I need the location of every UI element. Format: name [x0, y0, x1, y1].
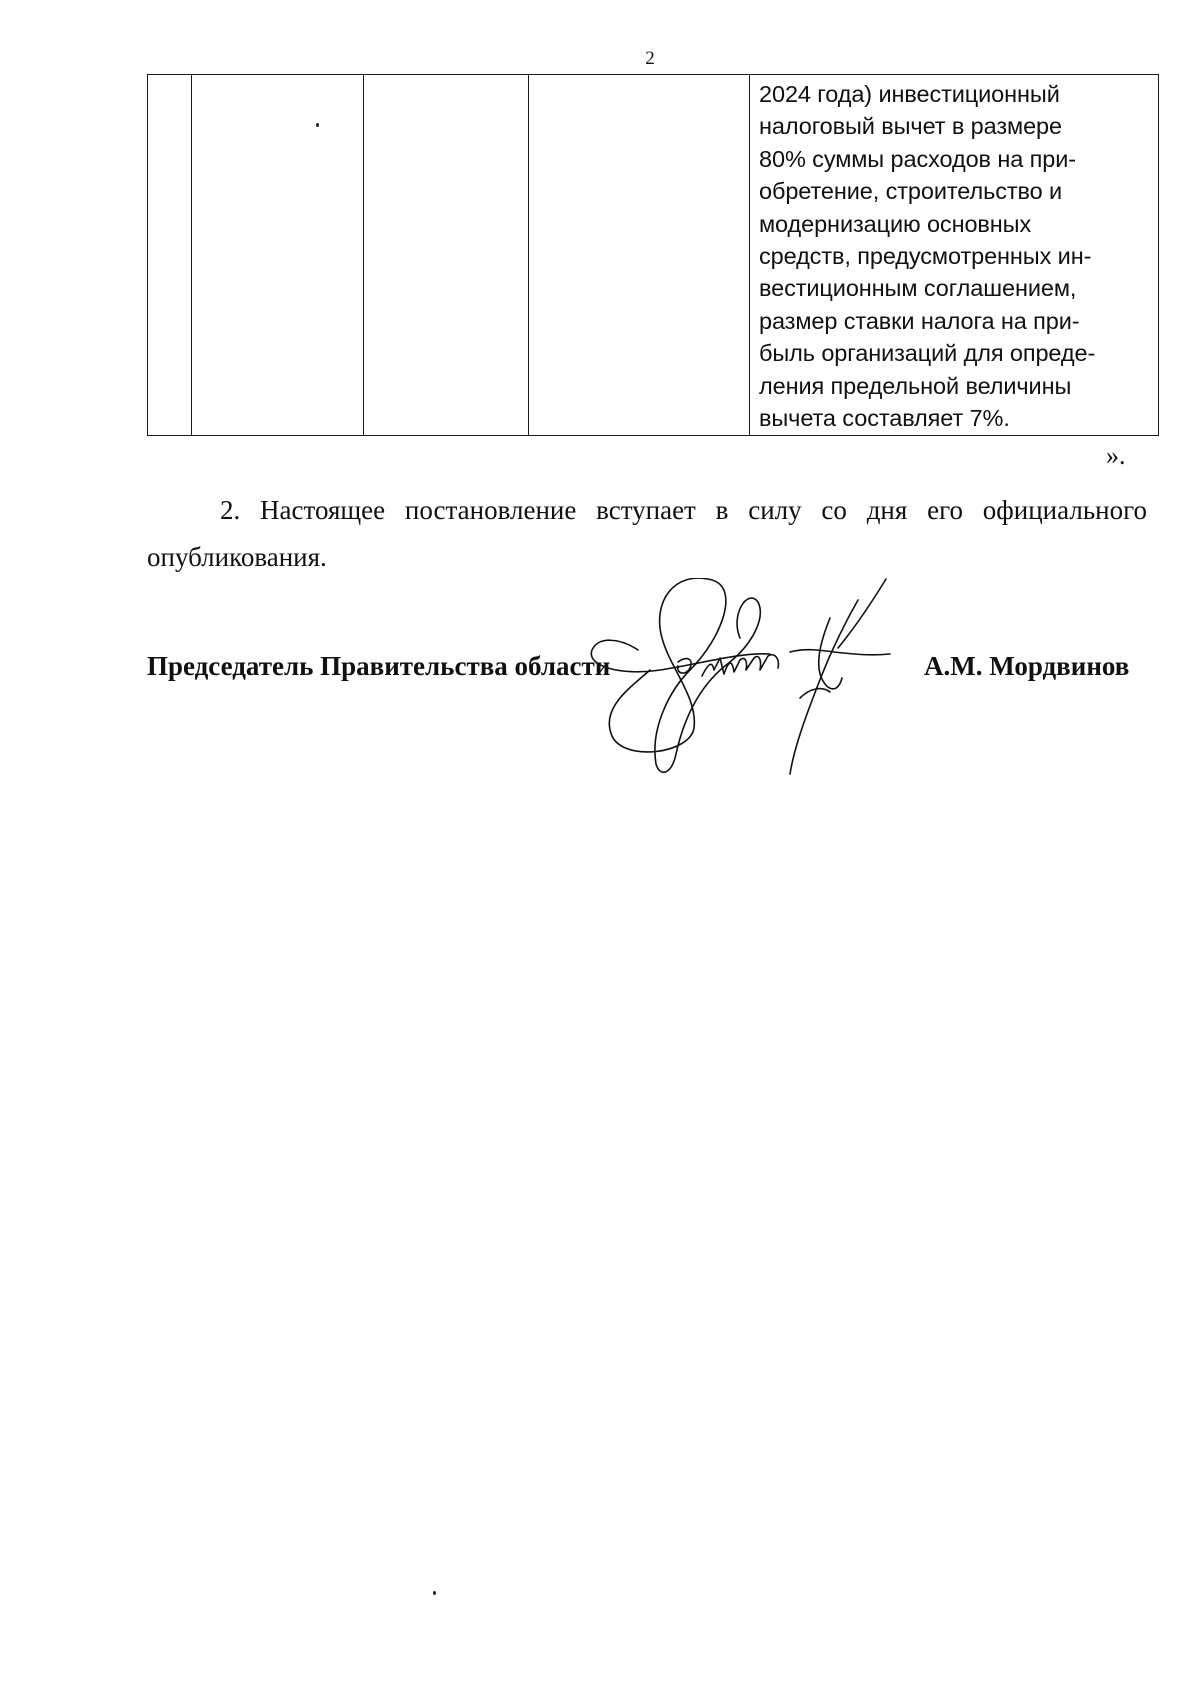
table-cell-column-4 [529, 75, 750, 436]
scan-speck-bottom [433, 1591, 436, 1595]
table-cell-number [148, 75, 192, 436]
table-row [148, 75, 1159, 436]
table-cell-description-text: 2024 года) инвестиционный налоговый вычет в размере 80% суммы расходов на при- обретение, строительство и модернизацию основных средств, предусмотренных ин- вестиционным соглашением, размер ставки налога на при- быль организаций для опреде- ления предельной величины вычета составляет 7%. [759, 81, 1096, 432]
signatory-position-title: Председатель Правительства области [147, 651, 611, 681]
table-cell-description [750, 75, 1159, 436]
continuation-table [147, 74, 1159, 436]
table-cell-column-2 [192, 75, 364, 436]
table-cell-column-3 [364, 75, 529, 436]
signer-name: А.М. Мордвинов [924, 651, 1130, 681]
handwritten-signature [590, 578, 960, 778]
page-number: 2 [645, 48, 655, 69]
scan-speck [316, 123, 319, 127]
closing-quote: ». [1106, 441, 1126, 470]
paragraph-effective-date: 2. Настоящее постановление вступает в силу со дня его официального опубликования. [147, 495, 1147, 572]
